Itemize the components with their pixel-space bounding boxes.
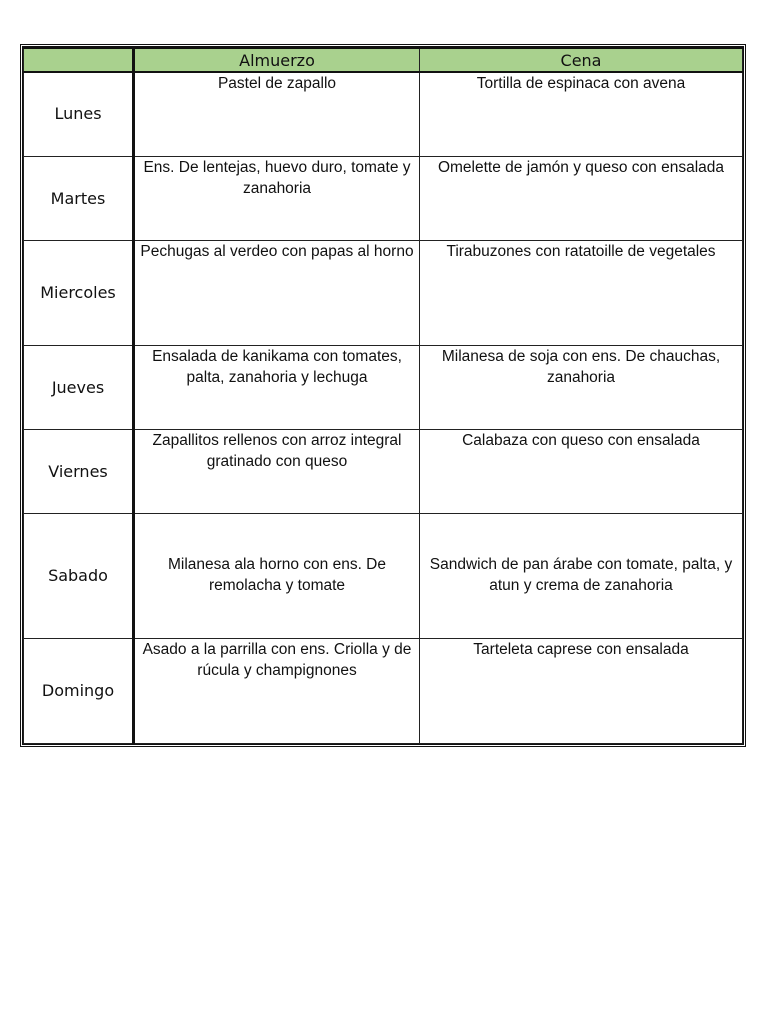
lunch-cell: Ens. De lentejas, huevo duro, tomate y zanahoria [134, 156, 420, 240]
day-cell: Sabado [24, 513, 134, 638]
day-cell: Miercoles [24, 240, 134, 345]
day-cell: Lunes [24, 72, 134, 156]
table-row [24, 429, 743, 513]
table-header-row [24, 48, 743, 72]
weekly-menu-table-frame [20, 44, 746, 747]
lunch-cell: Asado a la parrilla con ens. Criolla y de rúcula y champignones [134, 638, 420, 743]
dinner-cell: Tortilla de espinaca con avena [420, 72, 743, 156]
dinner-cell: Milanesa de soja con ens. De chauchas, zanahoria [420, 345, 743, 429]
day-cell: Domingo [24, 638, 134, 743]
table-row [24, 638, 743, 743]
table-row [24, 72, 743, 156]
lunch-cell: Pechugas al verdeo con papas al horno [134, 240, 420, 345]
table-row [24, 240, 743, 345]
weekly-menu-table [23, 47, 743, 744]
dinner-cell: Tarteleta caprese con ensalada [420, 638, 743, 743]
lunch-cell: Pastel de zapallo [134, 72, 420, 156]
dinner-cell: Calabaza con queso con ensalada [420, 429, 743, 513]
dinner-cell: Sandwich de pan árabe con tomate, palta, y atun y crema de zanahoria [420, 513, 743, 638]
day-cell: Jueves [24, 345, 134, 429]
dinner-column-header: Cena [420, 48, 743, 72]
day-column-header [24, 48, 134, 72]
table-row [24, 513, 743, 638]
lunch-cell: Milanesa ala horno con ens. De remolacha y tomate [134, 513, 420, 638]
dinner-cell: Omelette de jamón y queso con ensalada [420, 156, 743, 240]
table-row [24, 156, 743, 240]
lunch-cell: Ensalada de kanikama con tomates, palta, zanahoria y lechuga [134, 345, 420, 429]
lunch-cell: Zapallitos rellenos con arroz integral gratinado con queso [134, 429, 420, 513]
lunch-column-header: Almuerzo [134, 48, 420, 72]
dinner-cell: Tirabuzones con ratatoille de vegetales [420, 240, 743, 345]
day-cell: Viernes [24, 429, 134, 513]
table-row [24, 345, 743, 429]
day-cell: Martes [24, 156, 134, 240]
